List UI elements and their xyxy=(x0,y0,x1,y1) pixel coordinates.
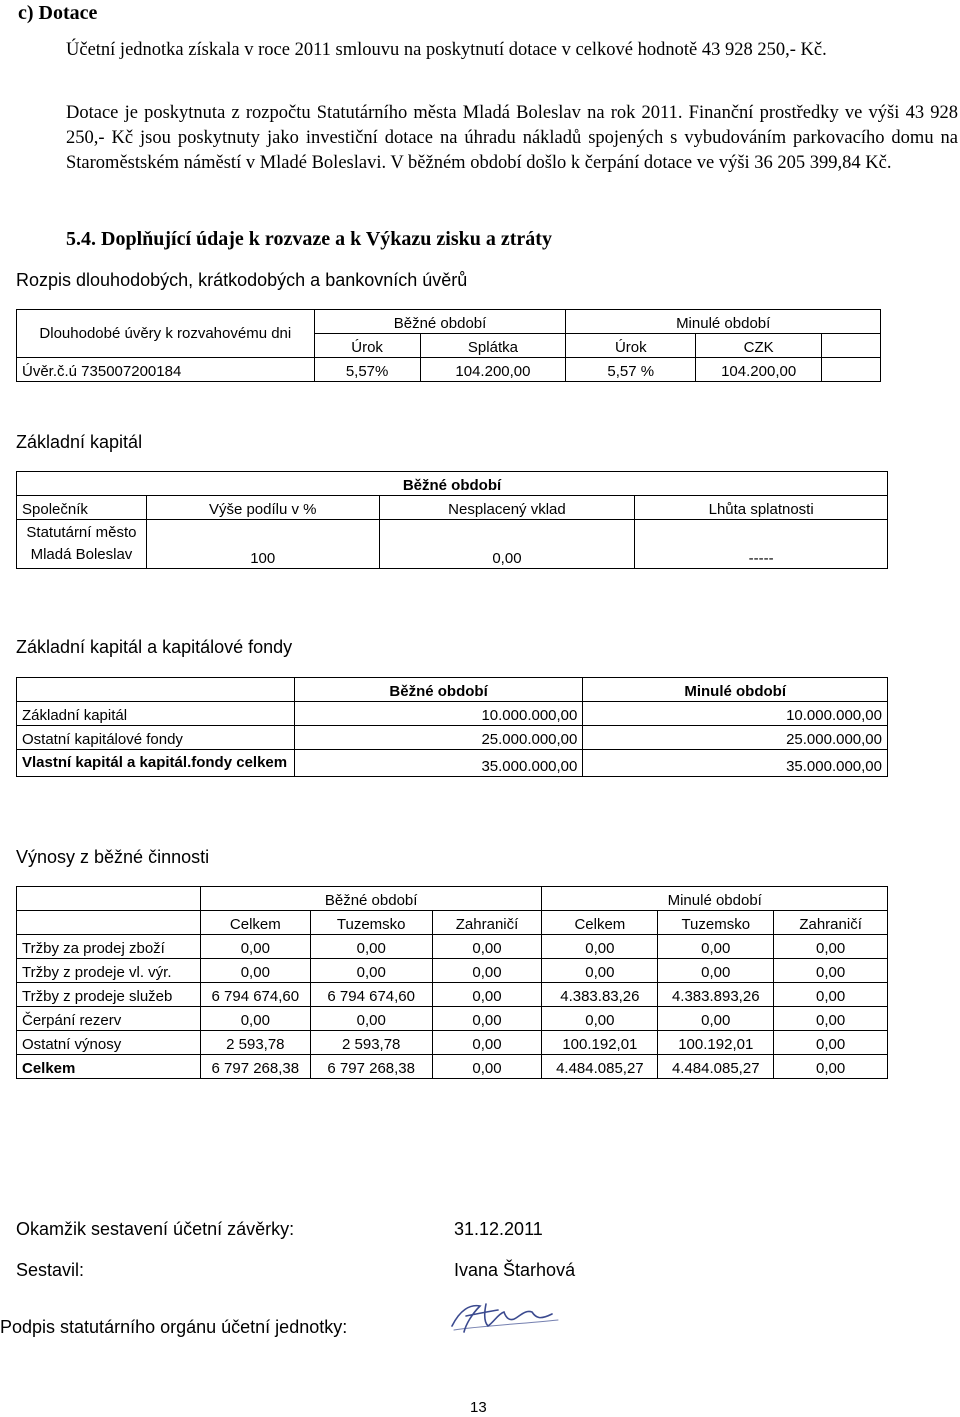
funds-value: 25.000.000,00 xyxy=(294,726,583,750)
capital-header: Nesplacený vklad xyxy=(379,496,635,520)
revenue-label: Celkem xyxy=(17,1055,201,1079)
revenue-sub-header: Zahraničí xyxy=(774,911,888,935)
revenue-value: 0,00 xyxy=(774,1007,888,1031)
dotace-heading: c) Dotace xyxy=(18,2,98,24)
revenue-value: 0,00 xyxy=(542,1007,658,1031)
revenue-label: Tržby z prodeje služeb xyxy=(17,983,201,1007)
funds-value: 35.000.000,00 xyxy=(294,750,583,777)
revenue-label: Tržby z prodeje vl. výr. xyxy=(17,959,201,983)
revenue-value: 0,00 xyxy=(658,959,774,983)
revenue-label: Tržby za prodej zboží xyxy=(17,935,201,959)
revenue-value: 0,00 xyxy=(774,935,888,959)
loans-previous-header: Minulé období xyxy=(566,310,881,334)
loans-table xyxy=(16,309,881,382)
table-row xyxy=(17,935,888,959)
page-number: 13 xyxy=(470,1399,487,1416)
revenue-value: 4.383.893,26 xyxy=(658,983,774,1007)
funds-value: 10.000.000,00 xyxy=(294,702,583,726)
capital-current-header: Běžné období xyxy=(17,472,888,496)
funds-table xyxy=(16,677,888,777)
table-row xyxy=(17,358,881,382)
loans-cell: 5,57% xyxy=(314,358,420,382)
author-value: Ivana Štarhová xyxy=(454,1260,576,1280)
dotace-paragraph-2: Dotace je poskytnuta z rozpočtu Statutárního města Mladá Boleslav na rok 2011. Finanční prostředky ve výši 43 928 250,- Kč jsou poskytnuty jako investiční dotace na úhradu nákladů spojených s vybudováním parkovacího domu na Staroměstském náměstí v Mladé Boleslavi. V běžném období došlo k čerpání dotace ve výši 36 205 399,84 Kč. xyxy=(66,103,958,173)
table-row xyxy=(17,959,888,983)
revenue-value: 4.383.83,26 xyxy=(542,983,658,1007)
funds-value: 35.000.000,00 xyxy=(583,750,888,777)
revenue-value: 4.484.085,27 xyxy=(658,1055,774,1079)
loans-sub-header: Úrok xyxy=(566,334,696,358)
capital-table xyxy=(16,471,888,569)
revenue-value: 0,00 xyxy=(658,1007,774,1031)
revenue-value: 0,00 xyxy=(432,1031,542,1055)
revenue-value: 100.192,01 xyxy=(542,1031,658,1055)
loans-cell: 5,57 % xyxy=(566,358,696,382)
revenue-value: 100.192,01 xyxy=(658,1031,774,1055)
revenue-value: 0,00 xyxy=(774,1055,888,1079)
loans-sub-header: Splátka xyxy=(420,334,566,358)
revenue-value: 0,00 xyxy=(432,1055,542,1079)
capital-header: Společník xyxy=(17,496,147,520)
revenue-value: 0,00 xyxy=(432,935,542,959)
author-label: Sestavil: xyxy=(16,1260,85,1280)
revenue-value: 0,00 xyxy=(200,1007,310,1031)
table-row xyxy=(17,983,888,1007)
revenue-value: 6 797 268,38 xyxy=(310,1055,432,1079)
revenue-value: 0,00 xyxy=(310,959,432,983)
dotace-paragraph-1: Účetní jednotka získala v roce 2011 smlouvu na poskytnutí dotace v celkové hodnotě 43 928 250,- Kč. xyxy=(66,40,827,60)
revenue-label: Čerpání rezerv xyxy=(17,1007,201,1031)
revenue-sub-header: Tuzemsko xyxy=(310,911,432,935)
capital-cell: 0,00 xyxy=(379,520,635,569)
revenue-value: 0,00 xyxy=(200,935,310,959)
revenue-value: 6 794 674,60 xyxy=(310,983,432,1007)
funds-label: Ostatní kapitálové fondy xyxy=(17,726,295,750)
revenue-previous-header: Minulé období xyxy=(542,887,888,911)
loans-current-header: Běžné období xyxy=(314,310,566,334)
revenue-value: 6 794 674,60 xyxy=(200,983,310,1007)
revenue-value: 0,00 xyxy=(542,935,658,959)
signature-label: Podpis statutárního orgánu účetní jednotky: xyxy=(0,1317,348,1337)
revenue-value: 0,00 xyxy=(774,1031,888,1055)
loans-cell: Úvěr.č.ú 735007200184 xyxy=(17,358,315,382)
revenue-value: 0,00 xyxy=(658,935,774,959)
revenue-value: 0,00 xyxy=(432,1007,542,1031)
revenue-value: 0,00 xyxy=(310,935,432,959)
funds-value: 25.000.000,00 xyxy=(583,726,888,750)
table-row xyxy=(17,702,888,726)
revenue-empty-cell xyxy=(17,887,201,911)
section-5-4-heading: 5.4. Doplňující údaje k rozvaze a k Výkazu zisku a ztráty xyxy=(66,228,552,250)
capital-header: Lhůta splatnosti xyxy=(635,496,888,520)
revenue-sub-header: Celkem xyxy=(542,911,658,935)
revenue-value: 0,00 xyxy=(542,959,658,983)
revenue-table xyxy=(16,886,888,1079)
capital-partner: Statutární město Mladá Boleslav xyxy=(17,520,147,569)
date-value: 31.12.2011 xyxy=(454,1219,543,1239)
date-label: Okamžik sestavení účetní závěrky: xyxy=(16,1219,295,1239)
revenue-value: 0,00 xyxy=(774,983,888,1007)
capital-title: Základní kapitál xyxy=(16,432,143,452)
loans-col-header: Dlouhodobé úvěry k rozvahovému dni xyxy=(17,310,315,358)
loans-sub-header: CZK xyxy=(696,334,822,358)
table-row xyxy=(17,726,888,750)
revenue-sub-header: Zahraničí xyxy=(432,911,542,935)
funds-value: 10.000.000,00 xyxy=(583,702,888,726)
revenue-value: 0,00 xyxy=(200,959,310,983)
capital-cell: ----- xyxy=(635,520,888,569)
funds-current-header: Běžné období xyxy=(294,678,583,702)
revenue-current-header: Běžné období xyxy=(200,887,542,911)
revenue-value: 6 797 268,38 xyxy=(200,1055,310,1079)
table-row xyxy=(17,1031,888,1055)
revenue-title: Výnosy z běžné činnosti xyxy=(16,847,210,867)
revenue-value: 0,00 xyxy=(432,959,542,983)
funds-previous-header: Minulé období xyxy=(583,678,888,702)
funds-label: Vlastní kapitál a kapitál.fondy celkem xyxy=(17,750,295,777)
revenue-sub-header: Tuzemsko xyxy=(658,911,774,935)
funds-empty-cell xyxy=(17,678,295,702)
loans-sub-header: Úrok xyxy=(314,334,420,358)
table-row xyxy=(17,1055,888,1079)
table-row xyxy=(17,1007,888,1031)
signature-image xyxy=(440,1296,570,1338)
loans-cell: 104.200,00 xyxy=(696,358,822,382)
loans-cell: 104.200,00 xyxy=(420,358,566,382)
table-row xyxy=(17,750,888,777)
table-row xyxy=(17,520,888,569)
revenue-sub-header: Celkem xyxy=(200,911,310,935)
capital-header: Výše podílu v % xyxy=(146,496,379,520)
revenue-label: Ostatní výnosy xyxy=(17,1031,201,1055)
revenue-empty-cell xyxy=(17,911,201,935)
revenue-value: 4.484.085,27 xyxy=(542,1055,658,1079)
revenue-value: 0,00 xyxy=(310,1007,432,1031)
funds-label: Základní kapitál xyxy=(17,702,295,726)
loans-empty-cell xyxy=(822,358,881,382)
funds-title: Základní kapitál a kapitálové fondy xyxy=(16,637,293,657)
revenue-value: 0,00 xyxy=(432,983,542,1007)
loans-title: Rozpis dlouhodobých, krátkodobých a bankovních úvěrů xyxy=(16,270,468,290)
revenue-value: 2 593,78 xyxy=(200,1031,310,1055)
loans-empty-cell xyxy=(822,334,881,358)
revenue-value: 2 593,78 xyxy=(310,1031,432,1055)
revenue-value: 0,00 xyxy=(774,959,888,983)
capital-cell: 100 xyxy=(146,520,379,569)
